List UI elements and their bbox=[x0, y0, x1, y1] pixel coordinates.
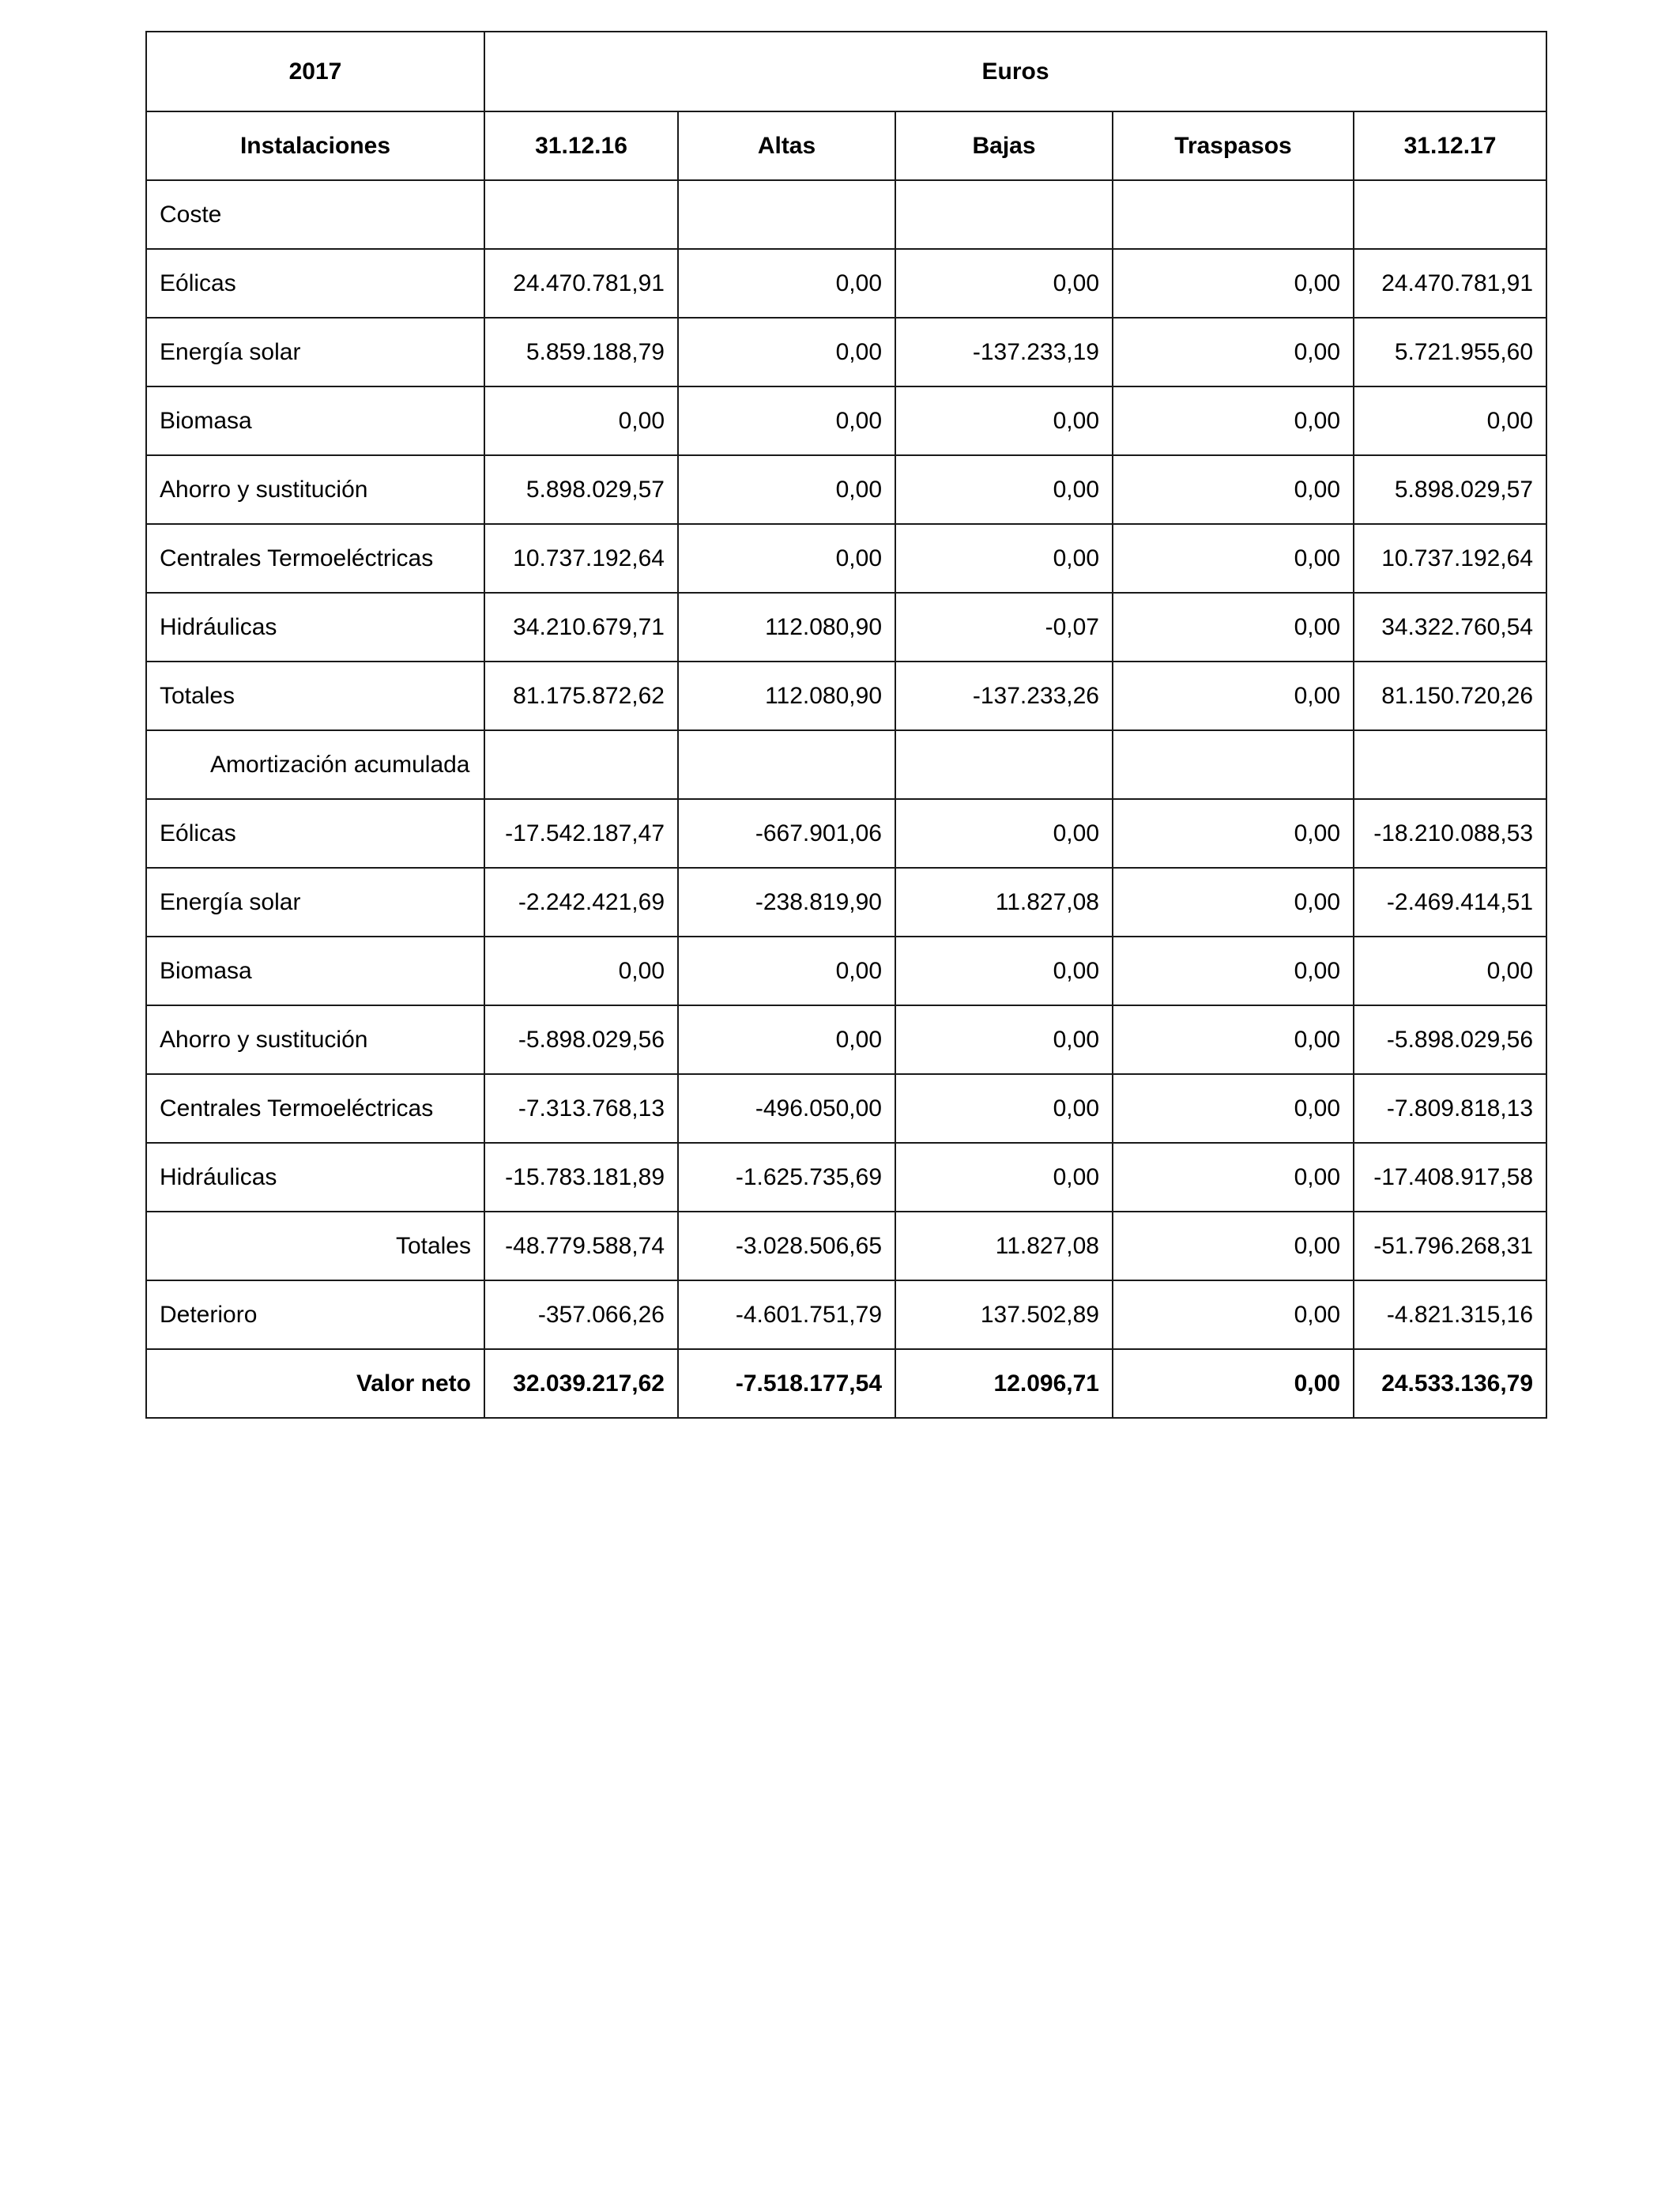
traspasos-value: 0,00 bbox=[1113, 1143, 1354, 1212]
bajas-value: 0,00 bbox=[895, 386, 1113, 455]
traspasos-value: 0,00 bbox=[1113, 1212, 1354, 1280]
opening-value: 34.210.679,71 bbox=[484, 593, 678, 662]
bajas-value: 0,00 bbox=[895, 937, 1113, 1005]
traspasos-value: 0,00 bbox=[1113, 799, 1354, 868]
table-body bbox=[146, 180, 1546, 1418]
row-label: Biomasa bbox=[146, 937, 484, 1005]
closing-value: 34.322.760,54 bbox=[1354, 593, 1546, 662]
row-cost-biomasa bbox=[146, 386, 1546, 455]
row-amort-energia-solar bbox=[146, 868, 1546, 937]
closing-value: 24.533.136,79 bbox=[1354, 1349, 1546, 1418]
year-header: 2017 bbox=[146, 32, 484, 111]
row-label: Hidráulicas bbox=[146, 1143, 484, 1212]
altas-value: 0,00 bbox=[678, 455, 895, 524]
bajas-value: 0,00 bbox=[895, 524, 1113, 593]
closing-value: -17.408.917,58 bbox=[1354, 1143, 1546, 1212]
column-header-row bbox=[146, 111, 1546, 180]
altas-value: -1.625.735,69 bbox=[678, 1143, 895, 1212]
row-amort-ahorro bbox=[146, 1005, 1546, 1074]
opening-value: -2.242.421,69 bbox=[484, 868, 678, 937]
row-label: Valor neto bbox=[146, 1349, 484, 1418]
bajas-value: 0,00 bbox=[895, 455, 1113, 524]
row-cost-ahorro bbox=[146, 455, 1546, 524]
row-label: Hidráulicas bbox=[146, 593, 484, 662]
row-amort-biomasa bbox=[146, 937, 1546, 1005]
row-label: Ahorro y sustitución bbox=[146, 1005, 484, 1074]
row-label: Totales bbox=[146, 1212, 484, 1280]
opening-value: 10.737.192,64 bbox=[484, 524, 678, 593]
row-label: Totales bbox=[146, 662, 484, 730]
traspasos-value: 0,00 bbox=[1113, 249, 1354, 318]
closing-value: -5.898.029,56 bbox=[1354, 1005, 1546, 1074]
altas-value: 0,00 bbox=[678, 318, 895, 386]
traspasos-value: 0,00 bbox=[1113, 1349, 1354, 1418]
closing-value: -7.809.818,13 bbox=[1354, 1074, 1546, 1143]
row-amort-eolicas bbox=[146, 799, 1546, 868]
bajas-value: 0,00 bbox=[895, 1143, 1113, 1212]
closing-value: 0,00 bbox=[1354, 386, 1546, 455]
bajas-value: -0,07 bbox=[895, 593, 1113, 662]
row-label: Energía solar bbox=[146, 318, 484, 386]
opening-value bbox=[484, 730, 678, 799]
traspasos-value bbox=[1113, 180, 1354, 249]
row-cost-hidraulicas bbox=[146, 593, 1546, 662]
bajas-value: -137.233,19 bbox=[895, 318, 1113, 386]
traspasos-value: 0,00 bbox=[1113, 593, 1354, 662]
column-header-traspasos: Traspasos bbox=[1113, 111, 1354, 180]
row-deterioro bbox=[146, 1280, 1546, 1349]
altas-value: 0,00 bbox=[678, 1005, 895, 1074]
closing-value: 81.150.720,26 bbox=[1354, 662, 1546, 730]
closing-value bbox=[1354, 730, 1546, 799]
closing-value: 24.470.781,91 bbox=[1354, 249, 1546, 318]
bajas-value: 0,00 bbox=[895, 249, 1113, 318]
opening-value: 0,00 bbox=[484, 937, 678, 1005]
closing-value: -18.210.088,53 bbox=[1354, 799, 1546, 868]
altas-value: -238.819,90 bbox=[678, 868, 895, 937]
bajas-value bbox=[895, 730, 1113, 799]
traspasos-value: 0,00 bbox=[1113, 868, 1354, 937]
column-header-opening: 31.12.16 bbox=[484, 111, 678, 180]
closing-value: -4.821.315,16 bbox=[1354, 1280, 1546, 1349]
row-label: Coste bbox=[146, 180, 484, 249]
column-header-instalaciones: Instalaciones bbox=[146, 111, 484, 180]
traspasos-value: 0,00 bbox=[1113, 386, 1354, 455]
opening-value: 5.898.029,57 bbox=[484, 455, 678, 524]
row-label: Eólicas bbox=[146, 249, 484, 318]
opening-value: 24.470.781,91 bbox=[484, 249, 678, 318]
row-label: Ahorro y sustitución bbox=[146, 455, 484, 524]
traspasos-value: 0,00 bbox=[1113, 524, 1354, 593]
table-title-row bbox=[146, 32, 1546, 111]
altas-value: 112.080,90 bbox=[678, 593, 895, 662]
row-label: Energía solar bbox=[146, 868, 484, 937]
row-cost-centrales bbox=[146, 524, 1546, 593]
bajas-value: -137.233,26 bbox=[895, 662, 1113, 730]
currency-header: Euros bbox=[484, 32, 1546, 111]
closing-value: 0,00 bbox=[1354, 937, 1546, 1005]
bajas-value: 11.827,08 bbox=[895, 868, 1113, 937]
bajas-value: 0,00 bbox=[895, 799, 1113, 868]
altas-value: 0,00 bbox=[678, 249, 895, 318]
closing-value: 5.721.955,60 bbox=[1354, 318, 1546, 386]
opening-value bbox=[484, 180, 678, 249]
traspasos-value: 0,00 bbox=[1113, 937, 1354, 1005]
column-header-bajas: Bajas bbox=[895, 111, 1113, 180]
row-label: Eólicas bbox=[146, 799, 484, 868]
column-header-closing: 31.12.17 bbox=[1354, 111, 1546, 180]
traspasos-value: 0,00 bbox=[1113, 662, 1354, 730]
closing-value: -2.469.414,51 bbox=[1354, 868, 1546, 937]
traspasos-value: 0,00 bbox=[1113, 318, 1354, 386]
bajas-value: 0,00 bbox=[895, 1005, 1113, 1074]
row-label: Centrales Termoeléctricas bbox=[146, 524, 484, 593]
altas-value: -3.028.506,65 bbox=[678, 1212, 895, 1280]
closing-value: -51.796.268,31 bbox=[1354, 1212, 1546, 1280]
traspasos-value: 0,00 bbox=[1113, 455, 1354, 524]
altas-value bbox=[678, 180, 895, 249]
row-label: Amortización acumulada bbox=[146, 730, 484, 799]
opening-value: 32.039.217,62 bbox=[484, 1349, 678, 1418]
altas-value: -496.050,00 bbox=[678, 1074, 895, 1143]
opening-value: 5.859.188,79 bbox=[484, 318, 678, 386]
altas-value: -667.901,06 bbox=[678, 799, 895, 868]
row-label: Deterioro bbox=[146, 1280, 484, 1349]
bajas-value: 11.827,08 bbox=[895, 1212, 1113, 1280]
traspasos-value: 0,00 bbox=[1113, 1280, 1354, 1349]
row-label: Biomasa bbox=[146, 386, 484, 455]
bajas-value: 12.096,71 bbox=[895, 1349, 1113, 1418]
bajas-value: 0,00 bbox=[895, 1074, 1113, 1143]
fixed-assets-table bbox=[145, 31, 1547, 1419]
traspasos-value: 0,00 bbox=[1113, 1005, 1354, 1074]
row-amort-centrales bbox=[146, 1074, 1546, 1143]
opening-value: -7.313.768,13 bbox=[484, 1074, 678, 1143]
altas-value: -4.601.751,79 bbox=[678, 1280, 895, 1349]
row-amort-totales bbox=[146, 1212, 1546, 1280]
bajas-value: 137.502,89 bbox=[895, 1280, 1113, 1349]
row-valor-neto bbox=[146, 1349, 1546, 1418]
row-cost-totales bbox=[146, 662, 1546, 730]
traspasos-value bbox=[1113, 730, 1354, 799]
altas-value bbox=[678, 730, 895, 799]
altas-value: 112.080,90 bbox=[678, 662, 895, 730]
row-label: Centrales Termoeléctricas bbox=[146, 1074, 484, 1143]
altas-value: 0,00 bbox=[678, 937, 895, 1005]
altas-value: -7.518.177,54 bbox=[678, 1349, 895, 1418]
opening-value: -17.542.187,47 bbox=[484, 799, 678, 868]
opening-value: 81.175.872,62 bbox=[484, 662, 678, 730]
row-amort-hidraulicas bbox=[146, 1143, 1546, 1212]
opening-value: -5.898.029,56 bbox=[484, 1005, 678, 1074]
opening-value: -48.779.588,74 bbox=[484, 1212, 678, 1280]
row-cost-energia-solar bbox=[146, 318, 1546, 386]
opening-value: 0,00 bbox=[484, 386, 678, 455]
row-coste-section bbox=[146, 180, 1546, 249]
opening-value: -357.066,26 bbox=[484, 1280, 678, 1349]
altas-value: 0,00 bbox=[678, 524, 895, 593]
row-amortizacion-section bbox=[146, 730, 1546, 799]
closing-value bbox=[1354, 180, 1546, 249]
bajas-value bbox=[895, 180, 1113, 249]
opening-value: -15.783.181,89 bbox=[484, 1143, 678, 1212]
altas-value: 0,00 bbox=[678, 386, 895, 455]
closing-value: 5.898.029,57 bbox=[1354, 455, 1546, 524]
row-cost-eolicas bbox=[146, 249, 1546, 318]
column-header-altas: Altas bbox=[678, 111, 895, 180]
closing-value: 10.737.192,64 bbox=[1354, 524, 1546, 593]
traspasos-value: 0,00 bbox=[1113, 1074, 1354, 1143]
